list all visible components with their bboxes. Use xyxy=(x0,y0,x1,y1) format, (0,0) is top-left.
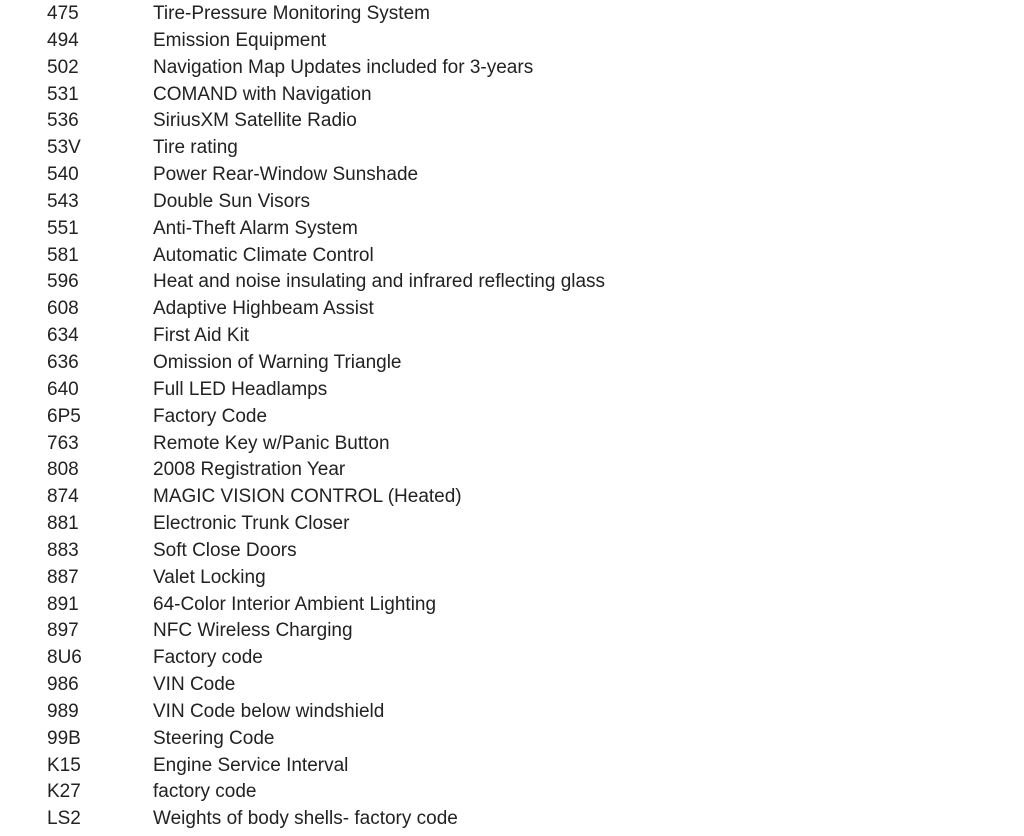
option-description: NFC Wireless Charging xyxy=(153,620,353,642)
option-description: First Aid Kit xyxy=(153,325,250,347)
option-code: 6P5 xyxy=(47,405,81,427)
option-row xyxy=(0,618,1024,645)
option-row xyxy=(0,28,1024,55)
option-row xyxy=(0,135,1024,162)
option-row xyxy=(0,1,1024,28)
option-code: 99B xyxy=(47,727,81,749)
option-code: 808 xyxy=(47,459,79,481)
option-row xyxy=(0,377,1024,404)
option-description: factory code xyxy=(153,781,257,803)
option-description: Emission Equipment xyxy=(153,29,327,51)
option-code: 640 xyxy=(47,378,79,400)
option-code: 763 xyxy=(47,432,79,454)
option-description: Heat and noise insulating and infrared reflecting glass xyxy=(153,271,606,293)
option-description: Weights of body shells- factory code xyxy=(153,808,458,830)
option-code: 887 xyxy=(47,566,79,588)
option-code: 543 xyxy=(47,190,79,212)
option-description: Power Rear-Window Sunshade xyxy=(153,164,419,186)
option-code: 536 xyxy=(47,110,79,132)
option-code: 881 xyxy=(47,513,79,535)
option-row xyxy=(0,753,1024,780)
option-description: Omission of Warning Triangle xyxy=(153,351,402,373)
option-description: VIN Code below windshield xyxy=(153,700,385,722)
option-row xyxy=(0,726,1024,753)
option-row xyxy=(0,484,1024,511)
option-description: MAGIC VISION CONTROL (Heated) xyxy=(153,486,462,508)
option-description: Anti-Theft Alarm System xyxy=(153,217,358,239)
option-row xyxy=(0,350,1024,377)
option-row xyxy=(0,538,1024,565)
option-code: 874 xyxy=(47,486,79,508)
option-code: 883 xyxy=(47,539,79,561)
option-description: Adaptive Highbeam Assist xyxy=(153,298,374,320)
option-code: 596 xyxy=(47,271,79,293)
option-code: 475 xyxy=(47,3,79,24)
option-row xyxy=(0,592,1024,619)
option-description: Tire rating xyxy=(153,137,238,159)
option-row xyxy=(0,189,1024,216)
option-description: Valet Locking xyxy=(153,566,266,588)
option-code: 502 xyxy=(47,56,79,78)
option-code: 531 xyxy=(47,83,79,105)
option-row xyxy=(0,431,1024,458)
option-description: Automatic Climate Control xyxy=(153,244,374,266)
option-code: 986 xyxy=(47,674,79,696)
option-description: Double Sun Visors xyxy=(153,190,311,212)
option-row xyxy=(0,323,1024,350)
option-description: COMAND with Navigation xyxy=(153,83,372,105)
option-row xyxy=(0,82,1024,109)
option-code: K15 xyxy=(47,754,81,776)
option-description: Engine Service Interval xyxy=(153,754,349,776)
option-description: SiriusXM Satellite Radio xyxy=(153,110,357,132)
option-code: 636 xyxy=(47,351,79,373)
option-row xyxy=(0,699,1024,726)
option-row xyxy=(0,779,1024,806)
option-code: 897 xyxy=(47,620,79,642)
option-code: 540 xyxy=(47,164,79,186)
option-description: Factory Code xyxy=(153,405,268,427)
option-row xyxy=(0,269,1024,296)
option-code: 551 xyxy=(47,217,79,239)
option-row xyxy=(0,645,1024,672)
option-description: Full LED Headlamps xyxy=(153,378,328,400)
option-description: Navigation Map Updates included for 3-years xyxy=(153,56,534,78)
option-code: 989 xyxy=(47,700,79,722)
option-code-list xyxy=(0,1,1024,833)
option-code: 608 xyxy=(47,298,79,320)
option-row xyxy=(0,457,1024,484)
option-description: 64-Color Interior Ambient Lighting xyxy=(153,593,437,615)
option-row xyxy=(0,296,1024,323)
option-code: K27 xyxy=(47,781,81,803)
option-row xyxy=(0,55,1024,82)
option-code: 8U6 xyxy=(47,647,82,669)
option-description: Factory code xyxy=(153,647,263,669)
option-code: 581 xyxy=(47,244,79,266)
option-row xyxy=(0,672,1024,699)
option-row xyxy=(0,565,1024,592)
option-description: Tire-Pressure Monitoring System xyxy=(153,3,430,24)
option-row xyxy=(0,243,1024,270)
option-description: Steering Code xyxy=(153,727,275,749)
option-code: LS2 xyxy=(47,808,81,830)
option-code: 634 xyxy=(47,325,79,347)
option-code: 891 xyxy=(47,593,79,615)
option-description: 2008 Registration Year xyxy=(153,459,346,481)
option-description: Electronic Trunk Closer xyxy=(153,513,350,535)
option-row xyxy=(0,511,1024,538)
option-row xyxy=(0,806,1024,833)
option-row xyxy=(0,108,1024,135)
option-row xyxy=(0,216,1024,243)
option-row xyxy=(0,404,1024,431)
option-description: Remote Key w/Panic Button xyxy=(153,432,390,454)
option-code: 494 xyxy=(47,29,79,51)
option-code: 53V xyxy=(47,137,81,159)
option-description: VIN Code xyxy=(153,674,236,696)
option-description: Soft Close Doors xyxy=(153,539,297,561)
option-row xyxy=(0,162,1024,189)
